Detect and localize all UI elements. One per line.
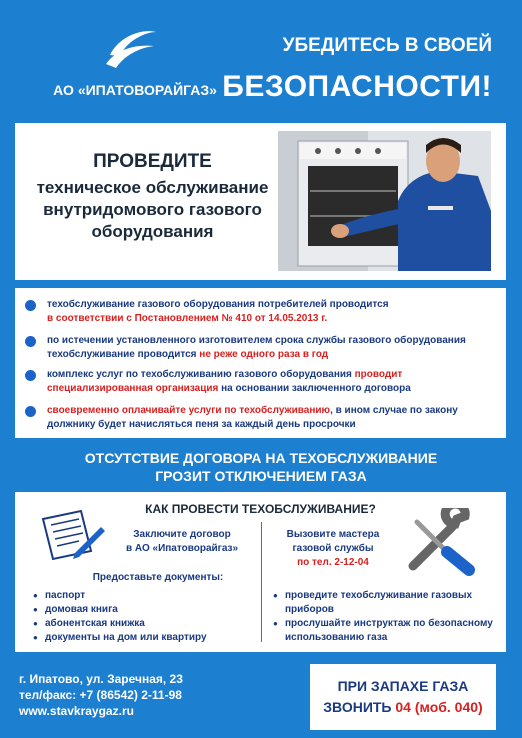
intro-line: внутридомового газового <box>43 200 262 219</box>
website-link[interactable]: www.stavkraygaz.ru <box>19 704 134 718</box>
wrench-screwdriver-icon <box>403 508 483 576</box>
headline-line1: УБЕДИТЕСЬ В СВОЕЙ <box>282 35 492 56</box>
bullet-dot-icon <box>25 370 36 381</box>
call-master-step: Вызовите мастера газовой службы по тел. 2-12-04 <box>286 529 380 568</box>
headline-line2: БЕЗОПАСНОСТИ! <box>222 70 492 103</box>
list-item: ● прослушайте инструктаж по безопасному использованию газа <box>273 617 498 645</box>
warning-line1: ОТСУТСТВИЕ ДОГОВОРА НА ТЕХОБСЛУЖИВАНИЕ <box>84 450 438 466</box>
bullet-dot-icon <box>25 336 36 347</box>
intro-text <box>25 151 280 243</box>
address: г. Ипатово, ул. Заречная, 23 <box>19 672 183 686</box>
emergency-number: 04 <box>395 699 411 715</box>
phone: тел/факс: +7 (86542) 2-11-98 <box>19 688 182 702</box>
intro-line: оборудования <box>91 222 214 241</box>
docs-title: Предоставьте документы: <box>92 572 224 583</box>
list-item: ● документы на дом или квартиру <box>33 631 253 645</box>
actions-list <box>273 589 498 645</box>
bullet-dot-icon <box>25 406 36 417</box>
contract-step: Заключите договор в АО «Ипатоворайгаз» <box>125 529 239 554</box>
gas-company-logo <box>100 20 160 76</box>
emergency-call-text: ЗВОНИТЬ 04 (моб. 040) <box>323 699 483 715</box>
intro-panel <box>15 123 506 280</box>
info-bullet: своевременно оплачивайте услуги по техобслуживанию, в ином случае по закону должнику будет начисляться пеня за каждый день просрочки <box>25 404 495 432</box>
warning-line2: ГРОЗИТ ОТКЛЮЧЕНИЕМ ГАЗА <box>155 468 367 484</box>
list-item: ● абонентская книжка <box>33 617 253 631</box>
contacts <box>19 671 183 719</box>
intro-line: техническое обслуживание <box>36 178 269 197</box>
technician-photo <box>278 131 491 271</box>
info-bullet: по истечении установленного изготовителем срока службы газового оборудования техобслуживание проводится не реже одного раза в год <box>25 334 495 362</box>
list-item: ● домовая книга <box>33 603 253 617</box>
how-title: КАК ПРОВЕСТИ ТЕХОБСЛУЖИВАНИЕ? <box>145 502 376 516</box>
how-panel <box>15 492 506 652</box>
intro-title: ПРОВЕДИТЕ <box>93 151 212 172</box>
document-pen-icon <box>35 505 107 565</box>
info-bullet: техобслуживание газового оборудования потребителей проводится в соответствии с Постановлением № 410 от 14.05.2013 г. <box>25 298 495 326</box>
gas-smell-text: ПРИ ЗАПАХЕ ГАЗА <box>337 678 469 694</box>
bullet-dot-icon <box>25 300 36 311</box>
docs-list <box>33 589 253 645</box>
info-panel <box>15 288 506 438</box>
gas-emergency-box <box>310 664 496 730</box>
list-item: ● паспорт <box>33 589 253 603</box>
list-item: ● проведите техобслуживание газовых приборов <box>273 589 498 617</box>
info-bullet: комплекс услуг по техобслуживанию газового оборудования проводит специализированная организация на основании заключенного договора <box>25 368 495 396</box>
company-name: АО «ИПАТОВОРАЙГАЗ» <box>53 82 217 98</box>
column-divider <box>261 522 262 642</box>
